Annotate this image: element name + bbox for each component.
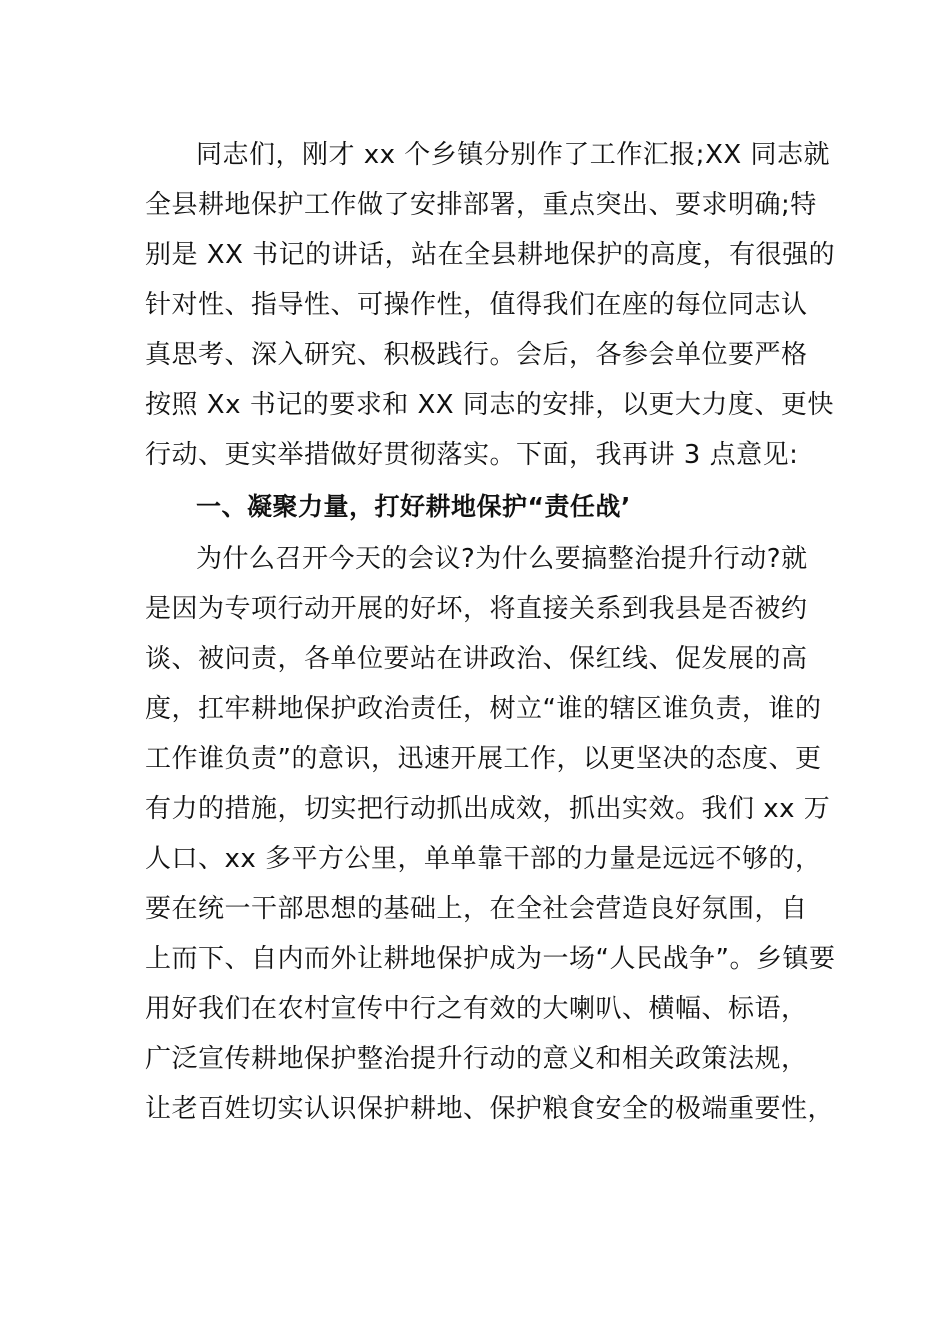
paragraph-1-line-5: 真思考、深入研究、积极践行。会后，各参会单位要严格 <box>145 340 808 370</box>
paragraph-1-line-7: 行动、更实举措做好贯彻落实。下面，我再讲 3 点意见: <box>145 440 799 470</box>
paragraph-2-line-4: 度，扛牢耕地保护政治责任，树立“谁的辖区谁负责，谁的 <box>145 694 822 724</box>
paragraph-1-line-1: 同志们，刚才 xx 个乡镇分别作了工作汇报;XX 同志就 <box>196 140 830 170</box>
paragraph-1-line-6: 按照 Xx 书记的要求和 XX 同志的安排，以更大力度、更快 <box>145 390 834 420</box>
paragraph-2-line-2: 是因为专项行动开展的好坏，将直接关系到我县是否被约 <box>145 594 808 624</box>
paragraph-2-line-7: 人口、xx 多平方公里，单单靠干部的力量是远远不够的， <box>145 844 822 874</box>
paragraph-2-line-10: 用好我们在农村宣传中行之有效的大喇叭、横幅、标语， <box>145 994 808 1024</box>
paragraph-2-line-1: 为什么召开今天的会议?为什么要搞整治提升行动?就 <box>196 544 808 574</box>
paragraph-2-line-6: 有力的措施，切实把行动抓出成效，抓出实效。我们 xx 万 <box>145 794 831 824</box>
paragraph-1-line-2: 全县耕地保护工作做了安排部署，重点突出、要求明确;特 <box>145 190 817 220</box>
paragraph-2-line-3: 谈、被问责，各单位要站在讲政治、保红线、促发展的高 <box>145 644 808 674</box>
section-heading-1: 一、凝聚力量，打好耕地保护“责任战’ <box>196 492 631 521</box>
paragraph-2-line-12: 让老百姓切实认识保护耕地、保护粮食安全的极端重要性， <box>145 1094 835 1124</box>
paragraph-1-line-4: 针对性、指导性、可操作性，值得我们在座的每位同志认 <box>145 290 808 320</box>
paragraph-1-line-3: 别是 XX 书记的讲话，站在全县耕地保护的高度，有很强的 <box>145 240 836 270</box>
paragraph-2-line-8: 要在统一干部思想的基础上，在全社会营造良好氛围，自 <box>145 894 808 924</box>
paragraph-2-line-5: 工作谁负责”的意识，迅速开展工作，以更坚决的态度、更 <box>145 744 822 774</box>
paragraph-2-line-9: 上而下、自内而外让耕地保护成为一场“人民战争”。乡镇要 <box>145 944 836 974</box>
paragraph-2-line-11: 广泛宣传耕地保护整治提升行动的意义和相关政策法规， <box>145 1044 808 1074</box>
